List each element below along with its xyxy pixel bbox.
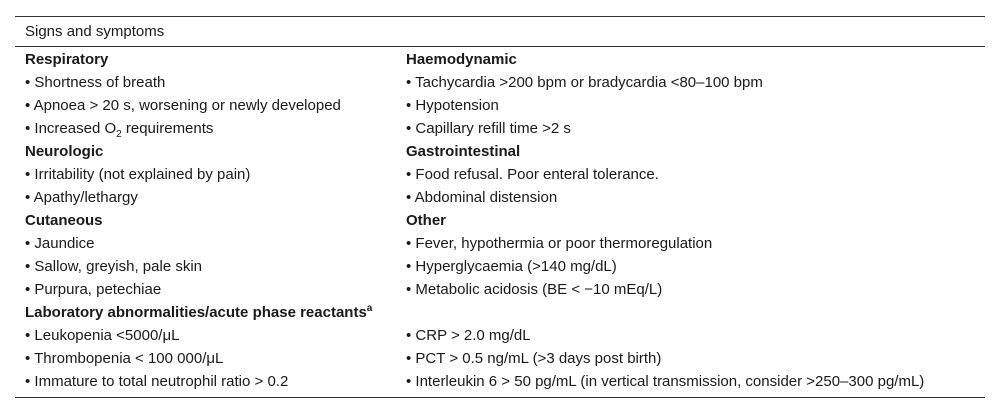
cell-right (406, 350, 985, 367)
list-item: • Irritability (not explained by pain) (25, 166, 251, 183)
list-item: • Apnoea > 20 s, worsening or newly developed (25, 97, 341, 114)
cell-right (406, 51, 985, 68)
cell-left (15, 97, 406, 114)
table-row (15, 140, 985, 163)
table-row (15, 117, 985, 140)
table-row (15, 163, 985, 186)
cell-left (15, 166, 406, 183)
table-row (15, 370, 985, 393)
section-heading: Haemodynamic (406, 51, 517, 68)
cell-right (406, 281, 985, 298)
list-item: • CRP > 2.0 mg/dL (406, 327, 531, 344)
list-item: • Jaundice (25, 235, 95, 252)
cell-left (15, 327, 406, 344)
section-heading: Respiratory (25, 51, 109, 68)
signs-symptoms-table (15, 16, 985, 398)
table-bottom-rule (15, 397, 985, 398)
table-row (15, 347, 985, 370)
subscript: 2 (116, 129, 122, 140)
cell-right (406, 166, 985, 183)
list-item: • Immature to total neutrophil ratio > 0.2 (25, 373, 289, 390)
cell-right (406, 327, 985, 344)
list-item: • Apathy/lethargy (25, 189, 138, 206)
list-item: • Hypotension (406, 97, 499, 114)
cell-left (15, 373, 406, 390)
table-row (15, 186, 985, 209)
list-item: • Capillary refill time >2 s (406, 120, 571, 137)
list-item: • PCT > 0.5 ng/mL (>3 days post birth) (406, 350, 662, 367)
cell-right (406, 143, 985, 160)
table-row (15, 278, 985, 301)
footnote-marker: a (366, 303, 373, 314)
table-row (15, 301, 985, 324)
list-item: • Shortness of breath (25, 74, 166, 91)
section-heading: Cutaneous (25, 212, 103, 229)
table-row (15, 71, 985, 94)
table-header-rule (15, 46, 985, 47)
cell-left (15, 212, 406, 229)
cell-left (15, 74, 406, 91)
table-row (15, 48, 985, 71)
list-item: • Thrombopenia < 100 000/μL (25, 350, 224, 367)
cell-right (406, 235, 985, 252)
list-item: • Abdominal distension (406, 189, 558, 206)
list-item: • Increased O (25, 120, 117, 137)
table-row (15, 255, 985, 278)
cell-right (406, 212, 985, 229)
table-header-label: Signs and symptoms (25, 23, 165, 40)
list-item: • Leukopenia <5000/μL (25, 327, 180, 344)
list-item: • Purpura, petechiae (25, 281, 162, 298)
list-item: • Interleukin 6 > 50 pg/mL (in vertical transmission, consider >250–300 pg/mL) (406, 373, 925, 390)
cell-left (15, 189, 406, 206)
cell-left (15, 304, 406, 321)
table-row (15, 209, 985, 232)
list-item-suffix: requirements (121, 120, 214, 137)
list-item: • Metabolic acidosis (BE < −10 mEq/L) (406, 281, 663, 298)
cell-left (15, 281, 406, 298)
table-header (15, 17, 985, 46)
cell-left (15, 235, 406, 252)
section-heading: Gastrointestinal (406, 143, 521, 160)
cell-left (15, 143, 406, 160)
section-heading: Neurologic (25, 143, 104, 160)
cell-right (406, 74, 985, 91)
cell-right (406, 97, 985, 114)
list-item: • Tachycardia >200 bpm or bradycardia <80–100 bpm (406, 74, 763, 91)
cell-right (406, 189, 985, 206)
list-item: • Hyperglycaemia (>140 mg/dL) (406, 258, 617, 275)
table-row (15, 94, 985, 117)
cell-left (15, 350, 406, 367)
cell-right (406, 258, 985, 275)
cell-left (15, 258, 406, 275)
list-item: • Fever, hypothermia or poor thermoregulation (406, 235, 713, 252)
list-item: • Sallow, greyish, pale skin (25, 258, 203, 275)
list-item: • Food refusal. Poor enteral tolerance. (406, 166, 659, 183)
table-row (15, 232, 985, 255)
cell-left (15, 120, 406, 140)
cell-right (406, 373, 985, 390)
cell-right (406, 120, 985, 137)
table-row (15, 324, 985, 347)
table-body (15, 48, 985, 397)
cell-left (15, 51, 406, 68)
section-heading: Laboratory abnormalities/acute phase reactants (25, 304, 367, 321)
section-heading: Other (406, 212, 447, 229)
